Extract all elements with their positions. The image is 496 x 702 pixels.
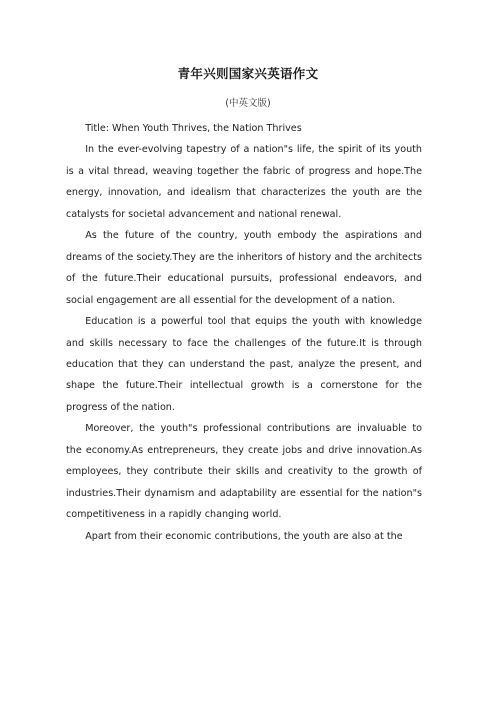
document-subtitle: (中英文版) — [225, 98, 271, 109]
document-body — [66, 118, 422, 547]
paragraph: In the ever-evolving tapestry of a nation"s life, the spirit of its youth is a vital thread, weaving together the fabric of progress and hope.The energy, innovation, and idealism that characterizes the youth are the catalysts for societal advancement and national renewal. — [66, 144, 422, 220]
paragraph: As the future of the country, youth embody the aspirations and dreams of the society.They are the inheritors of history and the architects of the future.Their educational pursuits, professional endeavors, and social engagement are all essential for the development of a nation. — [66, 230, 422, 306]
essay-title: Title: When Youth Thrives, the Nation Thrives — [85, 123, 302, 134]
paragraph: Apart from their economic contributions, the youth are also at the — [85, 530, 403, 542]
paragraph: Moreover, the youth"s professional contributions are invaluable to the economy.As entrepreneurs, they create jobs and drive innovation.As employees, they contribute their skills and creativity to the growth of industries.Their dynamism and adaptability are essential for the nation"s competitiveness in a rapidly changing world. — [66, 423, 422, 521]
paragraph: Education is a powerful tool that equips the youth with knowledge and skills necessary to face the challenges of the future.It is through education that they can understand the past, analyze the present, and shape the future.Their intellectual growth is a cornerstone for the progress of the nation. — [66, 316, 422, 413]
document-title: 青年兴则国家兴英语作文 — [177, 66, 319, 81]
